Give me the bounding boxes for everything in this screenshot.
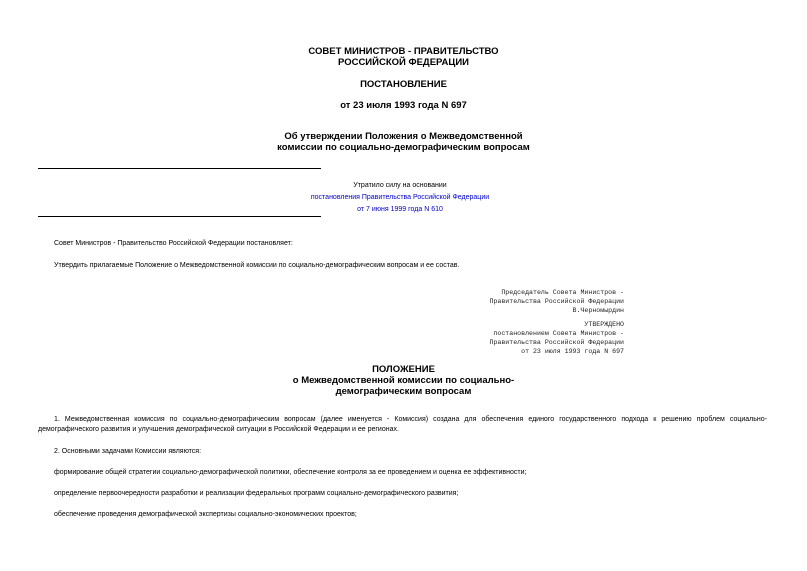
status-text: Утратило силу на основании: [353, 182, 447, 189]
document-title-line-2: комиссии по социально-демографическим вопросам: [277, 142, 530, 153]
regulation-task-1: формирование общей стратегии социально-демографической политики, обеспечение контроля за ее проведением и оценка ее эффективности;: [54, 469, 527, 476]
regulation-item-2: 2. Основными задачами Комиссии являются:: [54, 448, 202, 455]
signature-line-3: В.Черномырдин: [572, 307, 624, 314]
signature-line-1: Председатель Совета Министров -: [501, 289, 624, 296]
divider-top: [38, 168, 321, 169]
signature-line-2: Правительства Российской Федерации: [489, 298, 624, 305]
document-title-line-1: Об утверждении Положения о Межведомственной: [284, 131, 523, 142]
document-type: ПОСТАНОВЛЕНИЕ: [360, 79, 447, 90]
header-line-2: РОССИЙСКОЙ ФЕДЕРАЦИИ: [337, 57, 469, 68]
regulation-item-1: 1. Межведомственная комиссия по социально-демографическим вопросам (далее именуется - Комиссия) создана для обеспечения единого государственного подхода к решению проблем социально-демографического развития и улучшения демографической ситуации в Российской Федерации и ее регионах.: [38, 416, 767, 433]
approval-line-1: УТВЕРЖДЕНО: [584, 321, 624, 328]
document-date-number: от 23 июля 1993 года N 697: [340, 100, 467, 111]
preamble-paragraph: Совет Министров - Правительство Российской Федерации постановляет:: [54, 240, 293, 247]
regulation-title-3: демографическим вопросам: [335, 386, 472, 397]
approval-line-4: от 23 июля 1993 года N 697: [521, 348, 624, 355]
status-notice: [250, 180, 550, 216]
status-link-line-1[interactable]: постановления Правительства Российской Федерации: [310, 194, 490, 201]
regulation-title-2: о Межведомственной комиссии по социально-: [292, 375, 515, 386]
regulation-task-3: обеспечение проведения демографической экспертизы социально-экономических проектов;: [54, 511, 357, 518]
approval-block: [489, 320, 624, 356]
status-link-line-2[interactable]: от 7 июня 1999 года N 610: [357, 206, 443, 213]
header-line-1: СОВЕТ МИНИСТРОВ - ПРАВИТЕЛЬСТВО: [308, 46, 499, 57]
regulation-title-1: ПОЛОЖЕНИЕ: [372, 364, 435, 375]
signature-block: [489, 288, 624, 315]
divider-bottom: [38, 216, 321, 217]
approval-line-2: постановлением Совета Министров -: [493, 330, 624, 337]
regulation-task-2: определение первоочередности разработки и реализации федеральных программ социально-демографического развития;: [54, 490, 459, 497]
approval-line-3: Правительства Российской Федерации: [489, 339, 624, 346]
resolution-paragraph: Утвердить прилагаемые Положение о Межведомственной комиссии по социально-демографическим вопросам и ее состав.: [54, 262, 460, 269]
